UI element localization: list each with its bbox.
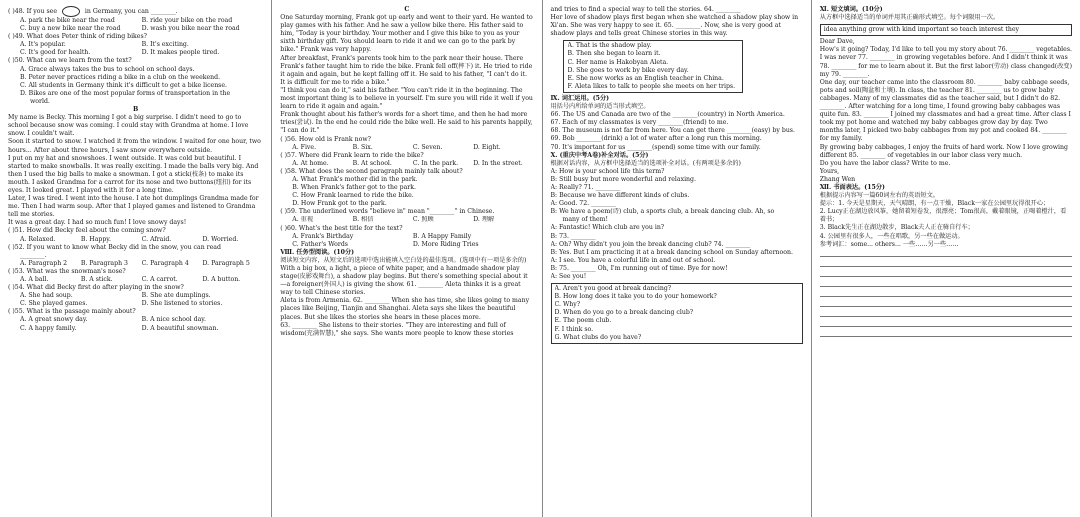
bike-sign-icon: [62, 6, 80, 17]
section-heading: Ⅷ. 任务型阅读。(10分): [280, 248, 355, 256]
text-line: A: See you!: [550, 273, 587, 280]
answer-option: C. buy a new bike near the road: [20, 25, 121, 33]
text-line: 68. The museum is not far from here. You can get there ________(easy) by bus.: [550, 127, 795, 135]
answer-option: B. Paragraph 3: [80, 259, 128, 267]
paragraph: My name is Becky. This morning I got a big surprise. I didn't need to go to school because snow was coming. I could stay with Grandma at home. I love snow. I couldn't wait.: [8, 114, 249, 138]
writing-line: [820, 259, 1072, 267]
text-line: A: I see. You have a colorful life in and out of school.: [550, 256, 716, 264]
word-bank-box: idea anything grow with kind important so teach interest they: [820, 24, 1072, 36]
answer-option: B. At school.: [352, 159, 392, 167]
column-4: [812, 0, 1080, 517]
paragraph: It was a great day. I had so much fun! I love snowy days!: [8, 219, 187, 227]
paragraph: With a big box, a light, a piece of white paper, and a handmade shadow play stage(皮影戏舞台), a shadow play begins. But there's something special about it—a foreigner(外国人) is giving the show. 61. ________ Aleta thinks it is a great way to tell Chinese stories.: [280, 265, 528, 297]
writing-line: [820, 309, 1072, 317]
paragraph: 根据提示内容写一篇60词左右的英语短文。: [819, 192, 939, 200]
section-heading: Ⅺ. 短文填词。(10分): [819, 6, 883, 13]
answer-option: D. Eight.: [473, 143, 501, 151]
text-line: A: Really? 71. ________: [550, 183, 621, 191]
answer-option: D. 理解: [473, 216, 495, 224]
paragraph: Her love of shadow plays first began when she watched a shadow play show in Xi'an. She was very happy to see it. 65. ________. Now, she is very good at shadow plays and tells great Chinese stories in this way.: [550, 14, 799, 38]
paragraph: 阅读短文内容，从短文后的选项中选出能填入空白处的最佳选项。(选项中有一项是多余的): [280, 256, 527, 264]
answer-options: [280, 241, 533, 249]
section-heading: Ⅻ. 书面表达。(15分): [819, 183, 885, 191]
answer-option: D. She listened to stories.: [141, 300, 223, 308]
box-option: A. That is the shadow play.: [567, 42, 652, 50]
answer-option: D. It makes people tired.: [141, 49, 220, 57]
box-option: C. Her name is Hakobyan Aleta.: [567, 58, 669, 66]
paragraph: Aleta is from Armenia. 62. ________ When she has time, she likes going to many places like Beijing, Tianjin and Shanghai. Aleta says she likes the beautiful places. But she likes the stories she hears in these places more.: [280, 297, 530, 321]
box-option: D. She goes to work by bike every day.: [567, 66, 689, 74]
text-line: ( )51. How did Becky feel about the coming snow?: [8, 227, 166, 235]
answer-option: C. 照顾: [412, 216, 434, 224]
option-line: C. How Frank learned to ride the bike.: [292, 192, 414, 200]
paragraph: 从方框中选择适当的单词并用其正确形式填空。每个词限用一次。: [819, 14, 1000, 22]
answer-option: B. A stick.: [80, 276, 113, 283]
section-letter: C: [404, 6, 410, 13]
text-line: ( )49. What does Peter think of riding bikes?: [8, 33, 147, 41]
option-line: world.: [30, 97, 50, 105]
answer-option: C. Afraid.: [141, 235, 172, 243]
text-line: A: Oh? Why didn't you join the break dancing club? 74. ________: [550, 240, 751, 248]
answer-options: [280, 160, 533, 168]
column-2: [272, 0, 541, 517]
paragraph: 4. 公园里有很多人，一些在唱歌，另一些在做运动。: [819, 232, 964, 240]
text-line: ( )60. What's the best title for the text?: [280, 224, 403, 232]
text-line: A: Good. 72. ________: [550, 200, 616, 208]
box-option: B. How long does it take you to do your homework?: [554, 293, 717, 301]
paragraph: 2. Lucy正在湖边放风筝，她留着短卷发，很漂亮；Tom很高，戴着眼镜，正喝着橙汁，看着书；: [819, 208, 1067, 224]
text-line: Zhang Wen: [819, 175, 856, 183]
answer-options: [8, 41, 263, 49]
text-line: A: How is your school life this term?: [550, 167, 665, 175]
column-3: [543, 0, 811, 517]
answer-options: [280, 216, 533, 224]
writing-line: [820, 269, 1072, 277]
box-option: C. Why?: [554, 301, 581, 309]
answer-option: D. Worried.: [202, 235, 239, 243]
answer-options: [8, 17, 263, 25]
box-option: D. When do you go to a break dancing club?: [554, 309, 694, 317]
answer-option: A. She had soup.: [20, 292, 73, 300]
answer-option: B. Happy.: [80, 235, 111, 243]
section-heading: Ⅸ. 词汇运用。(5分): [550, 94, 610, 102]
text-line: Yours,: [819, 167, 840, 175]
answer-options: [8, 25, 263, 33]
answer-options: [8, 260, 263, 268]
section-letter: B: [133, 106, 139, 114]
paragraph: 参考词汇：some... others... 一些……另一些……: [819, 240, 959, 248]
text-line: B: Because we have different kinds of clubs.: [550, 192, 690, 200]
answer-options: [8, 276, 263, 284]
paragraph: How's it going? Today, I'd like to tell you my story about 76. ________ vegetables.: [819, 46, 1072, 54]
option-line: B. Peter never practices riding a bike in a club on the weekend.: [20, 73, 221, 81]
options-box: [563, 40, 743, 93]
paragraph: One day, our teacher came into the classroom 80. ________ baby cabbage seeds, pots and soil(陶盆和土壤). In class, the teacher 81. ________ us to grow baby cabbages. Many of my classmates did as the teacher said, but I didn't do 82. ________. After watching for a long time, I found growing baby cabbages was quite fun. 83. ________ I joined my classmates and had a great time. After class I took my pot home and watched my baby cabbages grow day by day. Two months later, I picked two baby cabbages from my pot and cooked 84. ________ for my family.: [819, 78, 1071, 143]
writing-line: [820, 289, 1072, 297]
writing-line: [820, 299, 1072, 307]
answer-option: C. A happy family.: [20, 324, 77, 332]
paragraph: 用括号内所给单词的适当形式填空。: [550, 103, 650, 111]
answer-option: C. It's good for health.: [20, 49, 91, 57]
paragraph: 根据对话内容，从方框中选择适当的选项补全对话。(有两项是多余的): [550, 159, 741, 167]
option-line: D. Bikes are one of the most popular forms of transportation in the: [20, 89, 231, 97]
paragraph: Soon it started to snow. I watched it from the window. I waited for one hour, two hours... After about three hours, I saw snow everywhere outside.: [8, 138, 261, 154]
answer-option: A. At home.: [292, 159, 329, 167]
text-line: 70. It's important for us ________(spend) some time with our family.: [550, 143, 761, 151]
paragraph: and tries to find a special way to tell the stories. 64. ________: [550, 6, 741, 13]
option-line: D. How Frank got to the park.: [292, 200, 387, 208]
box-option: F. I think so.: [554, 325, 594, 333]
section-heading: Ⅹ. (重庆中考A卷)补全对话。(5分): [550, 151, 649, 159]
options-box: [551, 283, 803, 344]
text-line: ( )50. What can we learn from the text?: [8, 57, 132, 65]
answer-options: [8, 316, 263, 324]
text-line: 67. Each of my classmates is very ________(friend) to me.: [550, 119, 729, 127]
paragraph: 提示：1. 今天是星期天，天气晴朗，有一点干燥，Black一家在公园里玩得很开心；: [819, 200, 1050, 208]
option-line: A. What Frank's mother did in the park.: [292, 175, 418, 183]
paragraph: Frank thought about his father's words for a short time, and then he had more tries(尝试). In the end he could ride the bike well. He said to his parents happily, "I can do it.": [280, 111, 533, 135]
text-line: ( )53. What was the snowman's nose?: [8, 267, 126, 275]
box-option: E. The poem club.: [554, 317, 612, 325]
answer-option: A. Paragraph 2: [20, 259, 68, 267]
answer-option: C. Paragraph 4: [141, 259, 189, 267]
option-line: B. When Frank's father got to the park.: [292, 184, 416, 192]
text-line: ( )52. If you want to know what Becky did in the snow, you can read: [8, 243, 221, 251]
paragraph: I was never 77. ________ in growing vegetables before. And I didn't think it was 78. ________ for me to learn about it. But the first labor(劳动) class changed(改变) my 79. ________.: [819, 54, 1072, 78]
text-line: B: We have a poem(诗) club, a sports club, a break dancing club. Ah, so: [550, 208, 775, 216]
paragraph: By growing baby cabbages, I enjoy the fruits of hard work. Now I love growing different 85. ________ of vegetables in our labor class very much.: [819, 143, 1068, 159]
answer-option: A. A ball.: [20, 276, 49, 283]
question-text-end: in Germany, you can ________.: [82, 8, 178, 15]
paragraph: 3. Black先生正在湖边散步，Black夫人正在骑自行车；: [819, 224, 974, 232]
answer-option: B. A nice school day.: [141, 316, 206, 324]
text-line: ( )57. Where did Frank learn to ride the bike?: [280, 151, 424, 159]
answer-options: [8, 292, 263, 300]
answer-option: C. Father's Words: [292, 240, 348, 248]
answer-option: D. A button.: [202, 276, 241, 283]
paragraph: One Saturday morning, Frank got up early and went to their yard. He wanted to play games with his father. And he saw a yellow bike there. His father said to him, "Today is your birthday. Your mother and I give this bike to you as your sixth birthday gift. You should learn to ride it and we can go to the park by bike." Frank was very happy.: [280, 14, 533, 54]
paragraph: "I think you can do it," said his father. "You can't ride it in the beginning. The most important thing is to believe in yourself. I'm sure you will ride it well if you learn to ride it again and again.": [280, 86, 533, 111]
text-line: ( )59. The underlined words "believe in" mean "________" in Chinese.: [280, 208, 495, 216]
text-line: Do you have the labor class? Write to me.: [819, 159, 951, 167]
writing-line: [820, 329, 1072, 337]
answer-option: B. A Happy Family: [412, 232, 472, 240]
option-line: C. All students in Germany think it's difficult to get a bike license.: [20, 81, 227, 89]
writing-line: [820, 249, 1072, 257]
option-line: many of them!: [562, 216, 608, 224]
answer-option: A. Relaxed.: [20, 235, 56, 243]
option-line: ________.: [20, 251, 47, 259]
answer-options: [8, 325, 263, 333]
answer-option: D. In the street.: [473, 159, 523, 167]
writing-line: [820, 279, 1072, 287]
answer-options: [8, 300, 263, 308]
answer-options: [8, 49, 263, 57]
answer-option: C. In the park.: [412, 159, 459, 167]
text-line: 66. The US and Canada are two of the ________(country) in North America.: [550, 111, 785, 119]
answer-option: A. 重视: [292, 216, 314, 224]
answer-option: A. Five.: [292, 143, 317, 151]
answer-option: B. She ate dumplings.: [141, 292, 211, 300]
answer-option: D. Paragraph 5: [202, 259, 250, 267]
text-line: ( )58. What does the second paragraph mainly talk about?: [280, 167, 463, 175]
answer-option: B. Six.: [352, 143, 373, 151]
text-line: ( )54. What did Becky first do after playing in the snow?: [8, 284, 184, 292]
answer-option: D. More Riding Tries: [412, 240, 479, 248]
box-option: E. She now works as an English teacher in China.: [567, 74, 724, 82]
answer-options: [8, 236, 263, 244]
answer-option: C. A carrot.: [141, 276, 178, 283]
writing-line: [820, 319, 1072, 327]
answer-option: B. ride your bike on the road: [141, 17, 233, 24]
answer-option: D. wash you bike near the road: [141, 25, 240, 33]
answer-option: C. Seven.: [412, 143, 443, 151]
text-line: B: 73. ________: [550, 232, 596, 240]
answer-options: [280, 233, 533, 241]
paragraph: After breakfast, Frank's parents took him to the park near their house. There Frank's father taught him to ride the bike. Frank fell off(摔下) it. He tried to ride it again and again, but he kept falling off it. He said to his father, "I can't do it. It is difficult for me to ride a bike.": [280, 54, 533, 86]
text-line: A: Fantastic! Which club are you in?: [550, 224, 665, 232]
box-option: B. Then she began to learn it.: [567, 50, 661, 58]
text-line: B: Yes. But I am practicing it at a break dancing school on Sunday afternoon.: [550, 248, 793, 256]
paragraph: Later, I was tired. I went into the house. I ate hot dumplings Grandma made for me. Then I had warm soup. After that I played games and listened to Grandma tell me stories.: [8, 195, 259, 219]
answer-option: B. 相信: [352, 216, 374, 224]
answer-option: A. It's popular.: [20, 41, 66, 49]
answer-option: A. Frank's Birthday: [292, 232, 354, 240]
question-text-start: ( )48. If you see: [8, 8, 59, 15]
text-line: Dear Dave,: [819, 38, 855, 46]
answer-option: D. A beautiful snowman.: [141, 324, 219, 332]
text-line: 69. Bob ________(drink) a lot of water after a long run this morning.: [550, 135, 762, 143]
question-line: [8, 6, 263, 17]
option-line: A. Grace always takes the bus to school on school days.: [20, 65, 195, 73]
answer-options: [280, 144, 533, 152]
answer-option: B. It's exciting.: [141, 41, 189, 49]
box-option: G. What clubs do you have?: [554, 333, 642, 341]
text-line: ( )55. What is the passage mainly about?: [8, 308, 136, 316]
text-line: B: 75. ________ Oh, I'm running out of time. Bye for now!: [550, 264, 728, 272]
column-1: [0, 0, 271, 517]
box-option: F. Aleta likes to talk to people she meets on her trips.: [567, 82, 736, 90]
text-line: B: Still busy but more wonderful and relaxing.: [550, 175, 696, 183]
paragraph: 63. ________ She listens to their stories. "They are interesting and full of wisdom(充满智慧)," she says. She wants more people to know these stories: [280, 321, 514, 337]
box-option: A. Aren't you good at break dancing?: [554, 285, 672, 293]
answer-option: A. A great snowy day.: [20, 316, 88, 324]
paragraph: I put on my hat and snowshoes. I went outside. It was cold but beautiful. I started to make snowballs. It was really exciting. I made the balls very big. And then I used the big balls to make a snowman. I got a stick(枝条) to make its mouth. I asked Grandma for a carrot for its nose and two buttons(纽扣) for its eyes. It looked great. I played with it for a long time.: [8, 154, 259, 194]
answer-option: A. park the bike near the road: [20, 17, 115, 24]
text-line: ( )56. How old is Frank now?: [280, 135, 371, 143]
answer-option: C. She played games.: [20, 300, 88, 308]
